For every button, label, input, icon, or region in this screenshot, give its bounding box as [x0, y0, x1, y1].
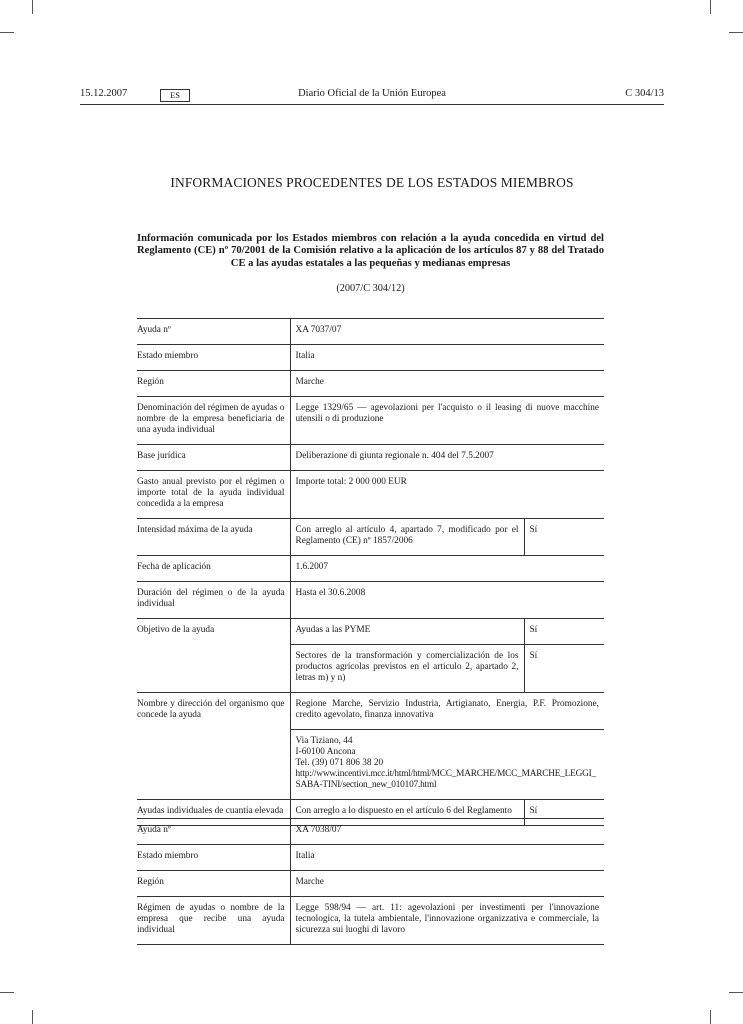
table-row	[137, 693, 604, 730]
address-phone: Tel. (39) 071 806 38 20	[295, 758, 384, 768]
table-row	[137, 582, 604, 619]
section-title: INFORMACIONES PROCEDENTES DE LOS ESTADOS MIEMBROS	[170, 175, 574, 190]
row-label: Región	[137, 371, 290, 397]
table-row	[137, 845, 604, 871]
row-label: Régimen de ayudas o nombre de la empresa que recibe una ayuda individual	[137, 897, 290, 945]
row-value: Regione Marche, Servizio Industria, Artigianato, Energia, P.F. Promozione, credito agevolato, finanza innovativa	[290, 693, 604, 730]
aid-table-2	[137, 818, 604, 945]
row-value: Con arreglo al artículo 4, apartado 7, modificado por el Reglamento (CE) nº 1857/2006	[290, 519, 524, 556]
header-rule	[80, 104, 664, 105]
row-label: Duración del régimen o de la ayuda individual	[137, 582, 290, 619]
row-label: Ayudas individuales de cuantía elevada	[137, 800, 290, 826]
crop-mark	[729, 992, 743, 993]
table-row	[137, 897, 604, 945]
crop-mark	[729, 32, 743, 33]
table-row	[137, 319, 604, 345]
row-value: Deliberazione di giunta regionale n. 404 del 7.5.2007	[290, 445, 604, 471]
crop-mark	[0, 32, 14, 33]
page-reference: C 304/13	[625, 88, 664, 99]
row-label: Región	[137, 871, 290, 897]
crop-mark	[32, 1010, 33, 1024]
table-row	[137, 871, 604, 897]
row-value: 1.6.2007	[290, 556, 604, 582]
row-label: Nombre y dirección del organismo que concede la ayuda	[137, 693, 290, 800]
table-row	[137, 556, 604, 582]
crop-mark	[32, 0, 33, 14]
crop-mark	[0, 992, 14, 993]
table-row	[137, 345, 604, 371]
row-label: Ayuda nº	[137, 819, 290, 845]
row-label: Gasto anual previsto por el régimen o importe total de la ayuda individual concedida a la empresa	[137, 471, 290, 519]
row-flag: Sí	[524, 645, 604, 693]
row-label: Ayuda nº	[137, 319, 290, 345]
table-row	[137, 371, 604, 397]
table-row	[137, 619, 604, 645]
row-value: XA 7037/07	[290, 319, 604, 345]
row-flag: Sí	[524, 619, 604, 645]
row-label: Fecha de aplicación	[137, 556, 290, 582]
header-date: 15.12.2007	[80, 88, 128, 99]
table-row	[137, 519, 604, 556]
row-flag: Sí	[524, 519, 604, 556]
row-value: Marche	[290, 371, 604, 397]
row-label: Base jurídica	[137, 445, 290, 471]
row-value: Ayudas a las PYME	[290, 619, 524, 645]
address-url[interactable]: http://www.incentivi.mcc.it/html/html/MCC_MARCHE/MCC_MARCHE_LEGGI_SABA-TINI/section_new_010107.html	[295, 769, 596, 790]
row-label: Denominación del régimen de ayudas o nombre de la empresa beneficiaria de una ayuda individual	[137, 397, 290, 445]
document-subtitle: Información comunicada por los Estados miembros con relación a la ayuda concedida en virtud del Reglamento (CE) nº 70/2001 de la Comisión relativo a la aplicación de los artículos 87 y 88 del Tratado CE a las ayudas estatales a las pequeñas y medianas empresas	[137, 233, 604, 269]
crop-mark	[710, 1010, 711, 1024]
address-street: Via Tiziano, 44	[295, 736, 353, 746]
table-row	[137, 445, 604, 471]
language-badge: ES	[160, 89, 190, 102]
journal-title: Diario Oficial de la Unión Europea	[298, 88, 446, 99]
crop-mark	[710, 0, 711, 14]
row-value: Hasta el 30.6.2008	[290, 582, 604, 619]
row-label: Estado miembro	[137, 345, 290, 371]
row-value: Legge 598/94 — art. 11: agevolazioni per investimenti per l'innovazione tecnologica, la tutela ambientale, l'innovazione organizzativa e commerciale, la sicurezza sui luoghi di lavoro	[290, 897, 604, 945]
row-value: Importe total: 2 000 000 EUR	[290, 471, 604, 519]
table-row	[137, 819, 604, 845]
row-label: Objetivo de la ayuda	[137, 619, 290, 693]
row-value: Legge 1329/65 — agevolazioni per l'acquisto o il leasing di nuove macchine utensili o di produzione	[290, 397, 604, 445]
aid-table-1	[137, 318, 604, 826]
row-value: XA 7038/07	[290, 819, 604, 845]
row-label: Intensidad máxima de la ayuda	[137, 519, 290, 556]
row-value: Italia	[290, 845, 604, 871]
row-value: Marche	[290, 871, 604, 897]
row-flag: Sí	[524, 800, 604, 826]
authority-address	[290, 730, 604, 800]
table-row	[137, 471, 604, 519]
row-value: Sectores de la transformación y comercialización de los productos agrícolas previstos en el artículo 2, apartado 2, letras m) y n)	[290, 645, 524, 693]
document-reference: (2007/C 304/12)	[336, 283, 405, 294]
table-row	[137, 397, 604, 445]
page-header	[80, 88, 664, 104]
row-value: Italia	[290, 345, 604, 371]
address-city: I-60100 Ancona	[295, 747, 356, 757]
row-value: Con arreglo a lo dispuesto en el artículo 6 del Reglamento	[290, 800, 524, 826]
row-label: Estado miembro	[137, 845, 290, 871]
